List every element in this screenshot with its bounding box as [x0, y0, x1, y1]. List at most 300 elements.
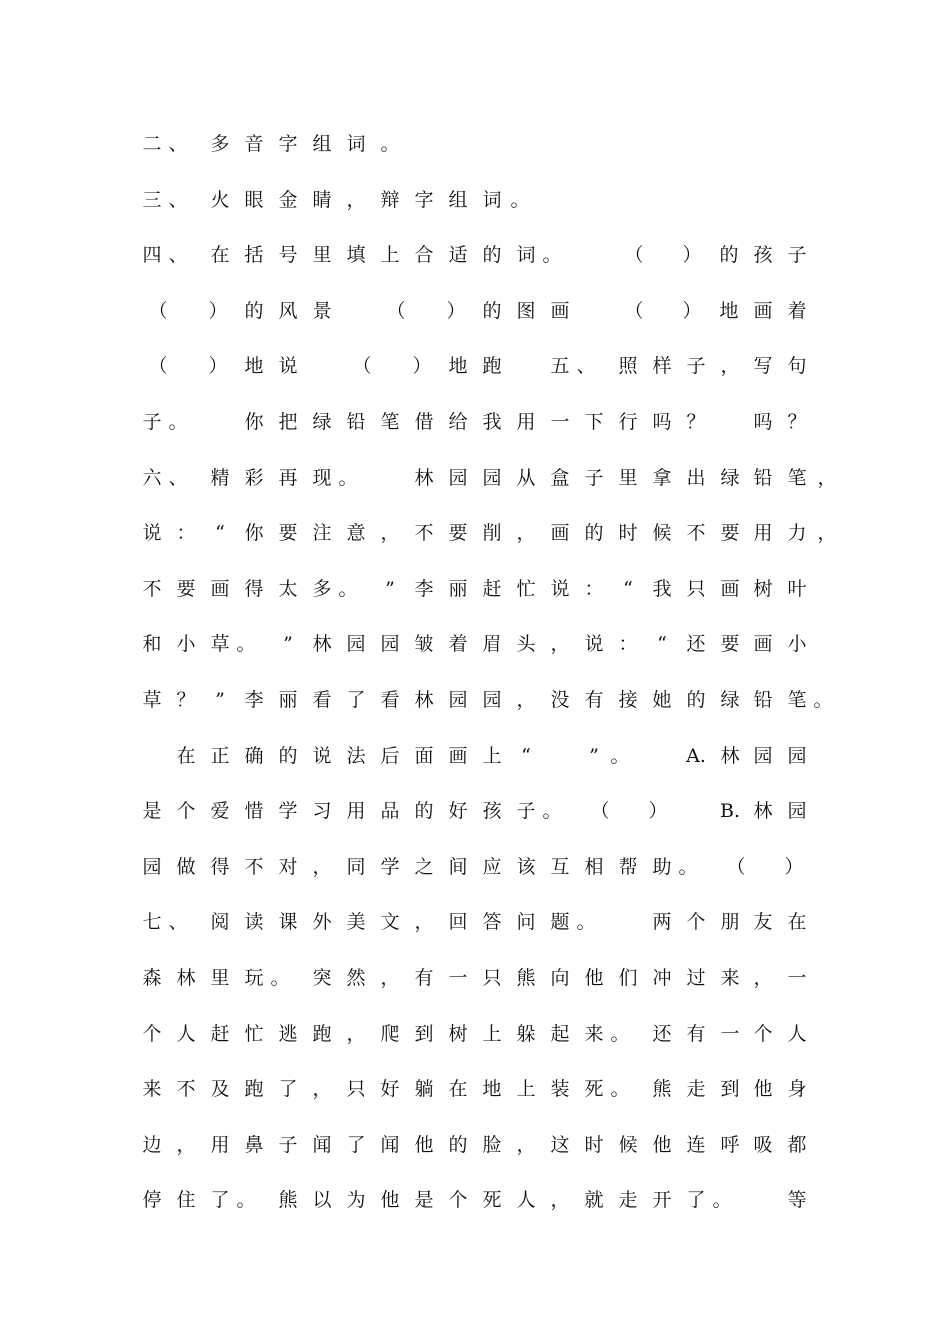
text-glyph: 照 — [618, 355, 638, 378]
text-glyph: 的 — [278, 744, 298, 767]
text-glyph: 一 — [787, 967, 807, 989]
text-glyph: 呼 — [720, 1133, 740, 1156]
text-glyph: 他 — [584, 967, 604, 989]
text-glyph: 行 — [618, 411, 638, 433]
text-glyph: 把 — [278, 411, 298, 433]
text-glyph: 上 — [482, 744, 502, 767]
text-glyph: 。 — [610, 1078, 630, 1101]
text-line — [0, 296, 950, 326]
text-glyph: 。 — [542, 800, 562, 823]
text-glyph: 确 — [244, 744, 264, 767]
text-glyph: 林 — [720, 744, 740, 767]
text-glyph: 互 — [550, 855, 570, 878]
text-glyph: 了 — [346, 1133, 366, 1156]
text-glyph: 美 — [346, 911, 366, 934]
text-line — [0, 629, 950, 659]
text-glyph: 装 — [550, 1078, 570, 1101]
text-glyph: 。 — [168, 411, 188, 433]
text-glyph: 看 — [380, 689, 400, 711]
text-glyph: 个 — [686, 911, 706, 934]
text-glyph: 到 — [414, 1022, 434, 1045]
text-glyph: 说 — [142, 522, 162, 545]
text-glyph: 林 — [753, 800, 773, 823]
text-glyph: 就 — [584, 1189, 604, 1212]
text-glyph: 笔 — [787, 466, 807, 489]
text-glyph: 的 — [414, 800, 434, 823]
text-glyph: 园 — [448, 466, 468, 489]
text-glyph: 还 — [652, 1022, 672, 1045]
text-glyph: 用 — [516, 411, 536, 433]
text-glyph: 地 — [244, 355, 264, 378]
text-glyph: 一 — [550, 411, 570, 433]
text-glyph: 。 — [576, 911, 596, 934]
text-glyph: ， — [550, 1189, 570, 1212]
text-glyph: 题 — [550, 911, 570, 934]
text-glyph: 园 — [787, 800, 807, 823]
text-glyph: 火 — [210, 188, 230, 211]
text-glyph: 只 — [346, 1078, 366, 1101]
text-glyph: 。 — [610, 744, 630, 767]
text-glyph: ） — [682, 244, 702, 267]
text-glyph: 意 — [346, 522, 366, 545]
text-glyph: 住 — [176, 1189, 196, 1212]
text-glyph: 。 — [813, 689, 833, 711]
text-glyph: 的 — [584, 522, 604, 545]
text-line — [0, 129, 950, 159]
text-glyph: 小 — [176, 633, 196, 656]
text-glyph: 填 — [346, 244, 366, 267]
text-glyph: 子 — [516, 800, 536, 823]
text-glyph: 出 — [686, 466, 706, 489]
text-glyph: ， — [380, 522, 400, 545]
text-glyph: 李 — [414, 577, 434, 600]
text-glyph: ， — [414, 911, 434, 934]
text-line — [0, 407, 950, 437]
text-glyph: 答 — [482, 911, 502, 934]
text-glyph: 了 — [210, 1189, 230, 1212]
text-glyph: 多 — [312, 577, 332, 600]
text-glyph: 过 — [686, 967, 706, 989]
text-glyph: 候 — [618, 1133, 638, 1156]
text-glyph: A. — [686, 744, 706, 767]
text-glyph: 两 — [652, 911, 672, 934]
text-glyph: 着 — [787, 299, 807, 322]
text-glyph: 来 — [720, 967, 740, 989]
text-glyph: ， — [176, 1133, 196, 1156]
text-glyph: ） — [412, 355, 432, 378]
text-glyph: 要 — [278, 522, 298, 545]
text-glyph: 闻 — [380, 1133, 400, 1156]
text-glyph: 草 — [210, 633, 230, 656]
text-glyph: 写 — [753, 355, 773, 378]
text-glyph: 读 — [244, 911, 264, 934]
text-glyph: 做 — [176, 855, 196, 878]
text-glyph: 该 — [516, 855, 536, 878]
text-glyph: “ — [657, 633, 667, 656]
text-glyph: 上 — [380, 244, 400, 267]
text-glyph: 孩 — [753, 244, 773, 267]
text-glyph: 林 — [414, 466, 434, 489]
text-glyph: 时 — [584, 1133, 604, 1156]
text-line — [0, 852, 950, 882]
text-glyph: （ — [148, 299, 168, 322]
text-glyph: 得 — [244, 577, 264, 600]
text-glyph: 在 — [210, 244, 230, 267]
text-glyph: （ — [590, 800, 610, 823]
text-glyph: 树 — [448, 1022, 468, 1045]
text-glyph: 们 — [618, 967, 638, 989]
text-glyph: 候 — [652, 522, 672, 545]
text-glyph: （ — [352, 355, 372, 378]
text-glyph: 边 — [142, 1133, 162, 1156]
text-glyph: ， — [817, 522, 837, 545]
text-glyph: 林 — [414, 689, 434, 711]
text-glyph: 爱 — [210, 800, 230, 823]
text-glyph: 着 — [448, 633, 468, 656]
text-glyph: 你 — [244, 411, 264, 433]
text-glyph: 画 — [210, 577, 230, 600]
text-glyph: 地 — [482, 1078, 502, 1101]
text-glyph: 人 — [516, 1189, 536, 1212]
text-glyph: ） — [208, 355, 228, 378]
text-glyph: 园 — [787, 744, 807, 767]
text-glyph: 园 — [753, 744, 773, 767]
text-glyph: 外 — [312, 911, 332, 934]
text-line — [0, 963, 950, 993]
text-glyph: 子 — [584, 466, 604, 489]
text-glyph: 忙 — [516, 577, 536, 600]
text-glyph: 连 — [686, 1133, 706, 1156]
text-glyph: 笔 — [380, 411, 400, 433]
text-glyph: 回 — [448, 911, 468, 934]
text-glyph: 了 — [278, 1078, 298, 1101]
text-glyph: 眼 — [244, 188, 264, 211]
text-glyph: 画 — [448, 744, 468, 767]
text-glyph: 没 — [550, 689, 570, 711]
text-glyph: 走 — [618, 1189, 638, 1212]
text-glyph: 躺 — [414, 1078, 434, 1101]
text-glyph: 都 — [787, 1133, 807, 1156]
text-glyph: 然 — [346, 967, 366, 989]
text-glyph: 画 — [720, 577, 740, 600]
text-glyph: 多 — [210, 133, 230, 155]
text-glyph: 给 — [448, 411, 468, 433]
text-glyph: 的 — [482, 299, 502, 322]
text-glyph: ” — [589, 744, 599, 767]
text-glyph: 躲 — [516, 1022, 536, 1045]
text-glyph: 还 — [686, 633, 706, 656]
text-glyph: 太 — [278, 577, 298, 600]
text-glyph: 上 — [516, 1078, 536, 1101]
text-glyph: 的 — [719, 244, 739, 267]
text-glyph: 她 — [652, 689, 672, 711]
text-glyph: 金 — [278, 188, 298, 211]
text-glyph: 绿 — [720, 689, 740, 711]
text-glyph: ， — [516, 689, 536, 711]
text-glyph: 里 — [618, 466, 638, 489]
text-line — [0, 240, 950, 270]
text-glyph: 。 — [678, 855, 698, 878]
text-glyph: 适 — [448, 244, 468, 267]
text-glyph: 说 — [550, 577, 570, 600]
text-line — [0, 1130, 950, 1160]
text-glyph: ” — [283, 633, 293, 656]
text-line — [0, 796, 950, 826]
text-glyph: ） — [682, 299, 702, 322]
text-glyph: ， — [550, 633, 570, 656]
text-glyph: 助 — [652, 855, 672, 878]
text-glyph: 的 — [244, 299, 264, 322]
text-glyph: 。 — [510, 188, 530, 211]
text-glyph: 他 — [380, 1189, 400, 1212]
text-glyph: 子 — [787, 244, 807, 267]
text-glyph: 等 — [787, 1189, 807, 1212]
text-glyph: （ — [624, 299, 644, 322]
text-line — [0, 185, 950, 215]
text-glyph: 好 — [380, 1078, 400, 1101]
text-glyph: 个 — [176, 800, 196, 823]
text-glyph: 五 — [550, 355, 570, 378]
text-glyph: 上 — [482, 1022, 502, 1045]
text-glyph: 个 — [142, 1022, 162, 1045]
text-glyph: 只 — [686, 577, 706, 600]
text-glyph: 熊 — [652, 1078, 672, 1101]
text-glyph: 他 — [652, 1133, 672, 1156]
text-glyph: 样 — [652, 355, 672, 378]
text-glyph: 子 — [686, 355, 706, 378]
text-glyph: 脸 — [482, 1133, 502, 1156]
text-glyph: 他 — [414, 1133, 434, 1156]
text-glyph: 说 — [584, 633, 604, 656]
text-glyph: 四 — [142, 244, 162, 267]
text-glyph: ： — [584, 577, 604, 600]
text-glyph: 熊 — [516, 967, 536, 989]
text-glyph: 死 — [482, 1189, 502, 1212]
text-glyph: 得 — [210, 855, 230, 878]
text-glyph: ？ — [176, 689, 196, 711]
text-glyph: 画 — [753, 299, 773, 322]
text-glyph: 、 — [168, 188, 188, 211]
text-glyph: 组 — [448, 188, 468, 211]
text-glyph: 丽 — [448, 577, 468, 600]
text-glyph: 之 — [414, 855, 434, 878]
text-glyph: 园 — [482, 466, 502, 489]
text-glyph: 朋 — [720, 911, 740, 934]
text-glyph: 他 — [753, 1078, 773, 1101]
text-glyph: ， — [516, 1133, 536, 1156]
text-glyph: 。 — [380, 133, 400, 155]
text-glyph: ， — [312, 855, 332, 878]
text-glyph: 接 — [618, 689, 638, 711]
text-glyph: ） — [784, 855, 804, 878]
text-glyph: 起 — [550, 1022, 570, 1045]
text-glyph: 是 — [414, 1189, 434, 1212]
text-glyph: 二 — [142, 133, 162, 155]
text-glyph: 一 — [448, 967, 468, 989]
text-glyph: ） — [648, 800, 668, 823]
text-line — [0, 518, 950, 548]
text-glyph: 的 — [448, 1133, 468, 1156]
text-glyph: ， — [720, 355, 740, 378]
text-glyph: ） — [446, 299, 466, 322]
text-glyph: （ — [726, 855, 746, 878]
text-glyph: ， — [817, 466, 837, 489]
text-glyph: 削 — [482, 522, 502, 545]
text-glyph: 以 — [312, 1189, 332, 1212]
text-glyph: ： — [176, 522, 196, 545]
text-glyph: 、 — [168, 133, 188, 155]
text-glyph: 园 — [346, 633, 366, 656]
text-glyph: 跑 — [312, 1022, 332, 1045]
text-glyph: 间 — [448, 855, 468, 878]
text-glyph: 相 — [584, 855, 604, 878]
text-glyph: ， — [516, 522, 536, 545]
text-glyph: 眉 — [482, 633, 502, 656]
text-glyph: 个 — [448, 1189, 468, 1212]
text-glyph: 走 — [686, 1078, 706, 1101]
text-glyph: 鼻 — [244, 1133, 264, 1156]
text-glyph: 彩 — [244, 466, 264, 489]
text-glyph: 地 — [719, 299, 739, 322]
text-glyph: 突 — [312, 967, 332, 989]
text-glyph: 。 — [338, 577, 358, 600]
text-glyph: 音 — [244, 133, 264, 155]
text-glyph: 到 — [720, 1078, 740, 1101]
text-glyph: 不 — [414, 522, 434, 545]
text-glyph: 是 — [142, 800, 162, 823]
text-glyph: 不 — [176, 1078, 196, 1101]
text-glyph: “ — [623, 577, 633, 600]
text-glyph: 正 — [210, 744, 230, 767]
text-glyph: 三 — [142, 188, 162, 211]
text-glyph: 吗 — [753, 411, 773, 433]
text-glyph: 的 — [482, 244, 502, 267]
text-line — [0, 1185, 950, 1215]
text-line — [0, 741, 950, 771]
text-glyph: 这 — [550, 1133, 570, 1156]
text-glyph: 绿 — [312, 411, 332, 433]
text-line — [0, 907, 950, 937]
text-glyph: 。 — [712, 1189, 732, 1212]
text-glyph: 及 — [210, 1078, 230, 1101]
text-glyph: 不 — [686, 522, 706, 545]
text-glyph: 、 — [168, 466, 188, 489]
text-glyph: 孩 — [482, 800, 502, 823]
text-glyph: 字 — [278, 133, 298, 155]
text-glyph: （ — [624, 244, 644, 267]
text-glyph: 身 — [787, 1078, 807, 1101]
text-line — [0, 685, 950, 715]
text-glyph: 有 — [686, 1022, 706, 1045]
text-glyph: ： — [618, 633, 638, 656]
text-glyph: 个 — [753, 1022, 773, 1045]
text-glyph: 李 — [244, 689, 264, 711]
text-glyph: 死 — [584, 1078, 604, 1101]
text-glyph: （ — [386, 299, 406, 322]
text-glyph: 人 — [787, 1022, 807, 1045]
text-glyph: 帮 — [618, 855, 638, 878]
text-glyph: 。 — [610, 1022, 630, 1045]
text-glyph: 问 — [516, 911, 536, 934]
text-glyph: 的 — [686, 689, 706, 711]
text-glyph: 赶 — [210, 1022, 230, 1045]
text-glyph: 我 — [482, 411, 502, 433]
text-glyph: 一 — [720, 1022, 740, 1045]
text-line — [0, 351, 950, 381]
text-glyph: ， — [753, 967, 773, 989]
text-line — [0, 463, 950, 493]
text-glyph: 友 — [753, 911, 773, 934]
text-glyph: 里 — [312, 244, 332, 267]
text-glyph: 了 — [346, 689, 366, 711]
text-glyph: 六 — [142, 466, 162, 489]
text-glyph: “ — [521, 744, 531, 767]
text-glyph: 括 — [244, 244, 264, 267]
text-glyph: 铅 — [346, 411, 366, 433]
text-glyph: 吸 — [753, 1133, 773, 1156]
text-glyph: “ — [215, 522, 225, 545]
text-glyph: 地 — [448, 355, 468, 378]
text-glyph: 现 — [312, 466, 332, 489]
text-glyph: 词 — [346, 133, 366, 155]
text-glyph: 词 — [482, 188, 502, 211]
text-glyph: 子 — [142, 411, 162, 433]
text-glyph: 借 — [414, 411, 434, 433]
text-glyph: 跑 — [482, 355, 502, 378]
text-glyph: 学 — [278, 800, 298, 823]
text-glyph: 、 — [576, 355, 596, 378]
text-glyph: 林 — [312, 633, 332, 656]
text-glyph: 从 — [516, 466, 536, 489]
text-glyph: 辩 — [380, 188, 400, 211]
text-glyph: 向 — [550, 967, 570, 989]
text-glyph: ？ — [686, 411, 706, 433]
text-glyph: 。 — [270, 967, 290, 989]
text-glyph: 。 — [236, 1189, 256, 1212]
text-glyph: 画 — [550, 299, 570, 322]
text-glyph: 子 — [278, 1133, 298, 1156]
text-glyph: 七 — [142, 911, 162, 934]
text-glyph: 笔 — [787, 689, 807, 711]
text-glyph: 注 — [312, 522, 332, 545]
text-glyph: 在 — [176, 744, 196, 767]
text-glyph: ？ — [787, 411, 807, 433]
text-glyph: 合 — [414, 244, 434, 267]
text-glyph: 不 — [244, 855, 264, 878]
text-glyph: 要 — [176, 577, 196, 600]
text-glyph: ， — [312, 1078, 332, 1101]
text-glyph: 要 — [720, 522, 740, 545]
text-glyph: 好 — [448, 800, 468, 823]
text-glyph: 来 — [142, 1078, 162, 1101]
text-glyph: 用 — [346, 800, 366, 823]
text-glyph: 后 — [380, 744, 400, 767]
text-glyph: 。 — [236, 633, 256, 656]
text-glyph: 园 — [482, 689, 502, 711]
text-glyph: 逃 — [278, 1022, 298, 1045]
text-glyph: 应 — [482, 855, 502, 878]
text-glyph: 闻 — [312, 1133, 332, 1156]
text-glyph: 盒 — [550, 466, 570, 489]
text-glyph: 拿 — [652, 466, 672, 489]
text-glyph: 园 — [142, 855, 162, 878]
text-glyph: 阅 — [210, 911, 230, 934]
text-glyph: 林 — [176, 967, 196, 989]
text-line — [0, 1019, 950, 1049]
text-glyph: 风 — [278, 299, 298, 322]
text-glyph: 、 — [168, 911, 188, 934]
text-glyph: 爬 — [380, 1022, 400, 1045]
